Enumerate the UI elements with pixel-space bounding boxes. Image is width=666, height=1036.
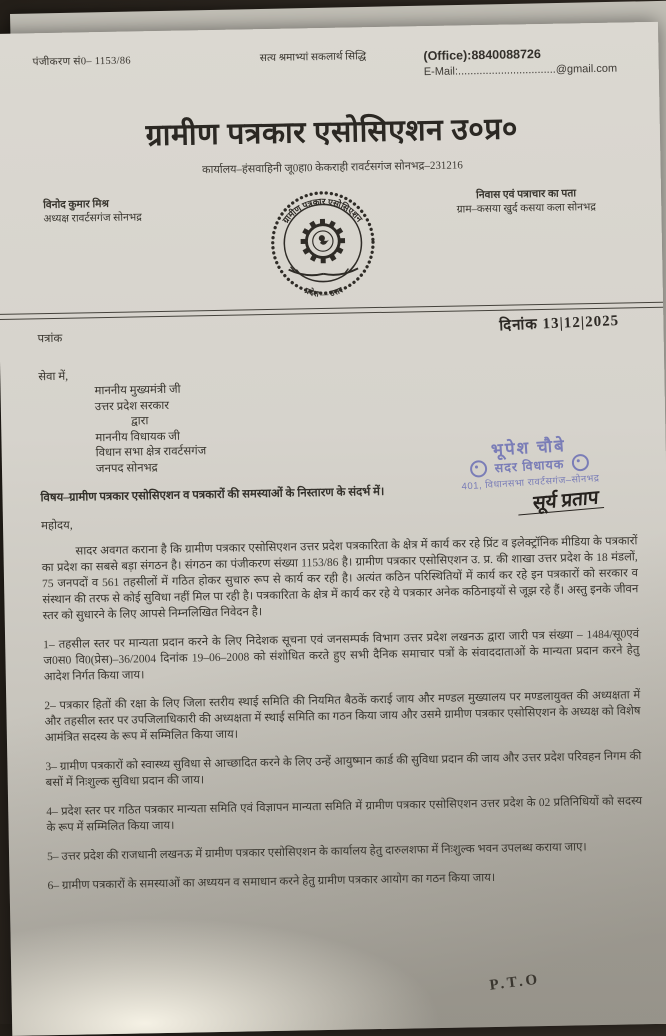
wheat-sprigs-icon [289, 266, 359, 276]
motto-text: सत्य श्रमाभ्यां सकलार्थ सिद्धि [259, 51, 367, 65]
stamp-emblem-left-icon [469, 460, 487, 478]
addressee-line: जनपद सोनभद्र [95, 461, 158, 475]
addressee-line: विधान सभा क्षेत्र रावर्टसगंज [95, 445, 207, 460]
letterhead-officer-row [35, 180, 633, 307]
president-name: विनोद कुमार मिश्र [43, 198, 109, 212]
president-title: अध्यक्ष रावर्टसगंज सोनभद्र [43, 212, 142, 226]
president-block [35, 188, 224, 227]
seal-top-text: ग्रामीण पत्रकार एसोसिएशन [280, 196, 365, 226]
demand-point-6: 6– ग्रामीण पत्रकारों के समस्याओं का अध्ययन व समाधान करने हेतु ग्रामीण पत्रकार आयोग का गठन किया जाय। [47, 871, 496, 893]
residence-address: ग्राम–कसया खुर्द कसया कला सोनभद्र [456, 201, 597, 216]
seal-bottom-text: प्रदेश — उत्तर [303, 285, 345, 300]
salutation: महोदय, [40, 519, 73, 533]
association-seal [268, 183, 378, 303]
body-paragraph: सादर अवगत कराना है कि ग्रामीण पत्रकार एसोसिएशन उत्तर प्रदेश पत्रकारिता के क्षेत्र में कार्य कर रहे प्रिंट व इलेक्ट्रॉनिक मीडिया के पत्रकारों का प्रदेश का सबसे बड़ा संगठन है। संगठन का पंजीकरण संख्या 1153/86 है। ग्रामीण पत्रकार एसोसिएशन उ. प्र. की शाखा उत्तर प्रदेश के 18 मंडलों, 75 जनपदों व 561 तहसीलों में गठित होकर सुचारु रूप से कार्य कर रही है। अत्यंत कठिन परिस्थितियों में कार्य कर रहे इन पत्रकारों को सरकार व संस्थान की तरफ से कोई सुविधा नहीं मिल पा रही है। पत्रकारिता के क्षेत्र में कार्य कर रहे ये पत्रकार अनेक कठिनाइयों से जूझ रहे हैं। अस्तु इनके जीवन स्तर को सुधारने के लिए आपसे निम्नलिखित निवेदन है। [41, 535, 639, 623]
handwritten-signature: सूर्य प्रताप [518, 490, 605, 516]
demand-point-2: 2– पत्रकार हितों की रक्षा के लिए जिला स्तरीय स्थाई समिति की नियमित बैठकें कराई जाय और मण्डल मुख्यालय पर मण्डलायुक्त की अध्यक्षता में और तहसील स्तर पर उपजिलाधिकारी की अध्यक्षता में स्थाई समिति का गठन किया जाय और उसमे ग्रामीण पत्रकार एसोसिएशन के अध्यक्ष को विशेष आमंत्रित सदस्य के रूप में सम्मिलित किया जाय। [44, 689, 641, 745]
letter-document [0, 22, 666, 1036]
addressee-line: उत्तर प्रदेश सरकार [94, 399, 170, 413]
stamp-designation: सदर विधायक [494, 456, 565, 475]
email-line: E-Mail:................................@gmail.com [423, 62, 618, 79]
addressee-line: द्वारा [131, 415, 149, 428]
reference-row [37, 313, 633, 347]
demand-point-4: 4– प्रदेश स्तर पर गठित पत्रकार मान्यता समिति एवं विज्ञापन मान्यता समिति में ग्रामीण पत्रकार एसोसिएशन उत्तर प्रदेश के 02 प्रतिनिधियों को सदस्य के रूप में सम्मिलित किया जाय। [46, 795, 643, 835]
addressee-line: माननीय विधायक जी [95, 430, 180, 444]
demand-point-5: 5– उत्तर प्रदेश की राजधानी लखनऊ में ग्रामीण पत्रकार एसोसिएशन के कार्यालय हेतु दारुलशफा में निःशुल्क भवन उपलब्ध कराया जाए। [46, 841, 587, 864]
stamp-name: भूपेश चौबे [490, 435, 567, 460]
letterhead-top-row [32, 44, 628, 87]
contact-block [423, 44, 629, 80]
dove-icon [313, 231, 334, 252]
to-label: सेवा में, [38, 370, 69, 384]
demand-point-1: 1– तहसील स्तर पर मान्यता प्रदान करने के लिए निदेशक सूचना एवं जनसम्पर्क विभाग उत्तर प्रदेश लखनऊ द्वारा जारी पत्र संख्या – 1484/सू0एवं ज0स0 वि0(प्रेस)–36/2004 दिनांक 19–06–2008 को संशोधित करते हुए सभी दैनिक समाचार पत्रों के संवाददाताओं के मान्यता प्रदान करने हेतु आदेश निर्गत किया जाय। [43, 628, 640, 684]
office-phone: (Office):8840088726 [423, 46, 542, 64]
ref-number-label: पत्रांक [37, 332, 63, 346]
registration-number: पंजीकरण सं0– 1153/86 [32, 55, 132, 69]
stamp-emblem-right-icon [572, 454, 590, 472]
office-address-line: कार्यालय–हंसवाहिनी जू0हा0 केकराही रावर्टसगंज सोनभद्र–231216 [202, 159, 464, 177]
stamp-address: 401, विधानसभा रावर्टसगंज–सोनभद्र [461, 472, 600, 493]
residence-heading: निवास एवं पत्राचार का पता [475, 188, 577, 202]
demand-point-3: 3– ग्रामीण पत्रकारों को स्वास्थ्य सुविधा से आच्छादित करने के लिए उन्हें आयुष्मान कार्ड की सुविधा प्रदान की जाय और उत्तर प्रदेश परिवहन निगम की बसों में निःशुल्क सुविधा प्रदान की जाय। [45, 750, 642, 790]
organization-title: ग्रामीण पत्रकार एसोसिएशन उ०प्र० [145, 112, 519, 153]
residence-block [421, 180, 632, 218]
subject-line: विषय–ग्रामीण पत्रकार एसोसिएशन व पत्रकारों की समस्याओं के निस्तारण के संदर्भ में। [40, 485, 385, 505]
handwritten-date: दिनांक 13|12|2025 [499, 313, 620, 335]
handwritten-pto: P.T.O [488, 971, 542, 994]
addressee-line: माननीय मुख्यमंत्री जी [94, 383, 181, 398]
gear-icon [300, 218, 345, 263]
letter-content [0, 22, 666, 1036]
